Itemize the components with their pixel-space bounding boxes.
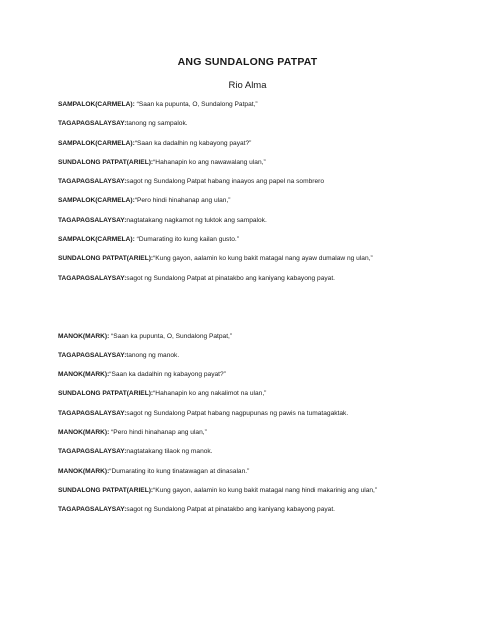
speaker-name: MANOK(MARK):: [58, 429, 110, 437]
script-line: [58, 158, 478, 177]
speaker-name: SUNDALONG PATPAT(ARIEL):: [58, 486, 154, 494]
line-text: “Saan ka dadalhin ng kabayong payat?”: [134, 139, 252, 147]
script-line: [58, 274, 478, 293]
speaker-name: TAGAPAGSALAYSAY:: [58, 448, 127, 456]
speaker-name: TAGAPAGSALAYSAY:: [58, 351, 127, 359]
line-text: nagtatakang tilaok ng manok.: [126, 448, 213, 456]
script-line: [58, 409, 478, 428]
script-body: [58, 100, 478, 525]
script-line: [58, 139, 478, 158]
script-line: [58, 119, 478, 138]
speaker-name: SUNDALONG PATPAT(ARIEL):: [58, 390, 154, 398]
script-line: [58, 351, 478, 370]
script-line: [58, 254, 478, 273]
speaker-name: SAMPALOK(CARMELA):: [58, 197, 135, 205]
document-title: ANG SUNDALONG PATPAT: [177, 56, 318, 68]
document-author: Rio Alma: [228, 80, 267, 91]
script-line: [58, 196, 478, 215]
stanza-spacer: [58, 293, 478, 312]
speaker-name: MANOK(MARK):: [58, 332, 110, 340]
script-line: [58, 370, 478, 389]
line-text: sagot ng Sundalong Patpat habang nagpupunas ng pawis na tumatagaktak.: [126, 409, 349, 417]
line-text: “Saan ka pupunta, O, Sundalong Patpat,”: [109, 332, 233, 340]
speaker-name: SUNDALONG PATPAT(ARIEL):: [58, 158, 154, 166]
script-line: [58, 389, 478, 408]
speaker-name: SUNDALONG PATPAT(ARIEL):: [58, 255, 154, 263]
speaker-name: TAGAPAGSALAYSAY:: [58, 216, 127, 224]
line-text: “Dumarating ito kung tinatawagan at dinasalan.”: [109, 467, 250, 475]
line-text: “Hahanapin ko ang nawawalang ulan,”: [153, 158, 266, 166]
line-text: “Pero hindi hinahanap ang ulan,”: [109, 429, 207, 437]
script-line: [58, 467, 478, 486]
script-line: [58, 486, 478, 505]
speaker-name: MANOK(MARK):: [58, 371, 110, 379]
line-text: “Saan ka pupunta, O, Sundalong Patpat,”: [134, 101, 258, 108]
script-line: [58, 235, 478, 254]
script-line: [58, 447, 478, 466]
speaker-name: SAMPALOK(CARMELA):: [58, 101, 135, 108]
stanza-spacer: [58, 312, 478, 331]
speaker-name: TAGAPAGSALAYSAY:: [58, 409, 127, 417]
script-line: [58, 216, 478, 235]
script-line: [58, 332, 478, 351]
line-text: “Dumarating ito kung kailan gusto.”: [134, 236, 239, 244]
speaker-name: TAGAPAGSALAYSAY:: [58, 120, 127, 128]
script-line: [58, 505, 478, 524]
line-text: nagtatakang nagkamot ng tuktok ang sampalok.: [126, 216, 267, 224]
speaker-name: SAMPALOK(CARMELA):: [58, 236, 135, 244]
speaker-name: TAGAPAGSALAYSAY:: [58, 178, 127, 186]
speaker-name: TAGAPAGSALAYSAY:: [58, 506, 127, 514]
line-text: sagot ng Sundalong Patpat at pinatakbo ang kaniyang kabayong payat.: [126, 506, 335, 514]
speaker-name: SAMPALOK(CARMELA):: [58, 139, 135, 147]
line-text: tanong ng manok.: [126, 351, 180, 359]
line-text: “Pero hindi hinahanap ang ulan,”: [134, 197, 231, 205]
script-line: [58, 177, 478, 196]
line-text: sagot ng Sundalong Patpat at pinatakbo ang kaniyang kabayong payat.: [126, 274, 335, 282]
speaker-name: TAGAPAGSALAYSAY:: [58, 274, 127, 282]
speaker-name: MANOK(MARK):: [58, 467, 110, 475]
line-text: “Saan ka dadalhin ng kabayong payat?”: [109, 371, 226, 379]
script-line: [58, 100, 478, 119]
line-text: sagot ng Sundalong Patpat habang inaayos ang papel na sombrero: [126, 178, 324, 186]
line-text: “Kung gayon, aalamin ko kung bakit matagal nang hindi makarinig ang ulan,”: [153, 486, 378, 494]
line-text: “Hahanapin ko ang nakalimot na ulan,”: [153, 390, 267, 398]
line-text: tanong ng sampalok.: [126, 120, 188, 128]
line-text: “Kung gayon, aalamin ko kung bakit matagal nang ayaw dumalaw ng ulan,”: [153, 255, 373, 263]
script-line: [58, 428, 478, 447]
